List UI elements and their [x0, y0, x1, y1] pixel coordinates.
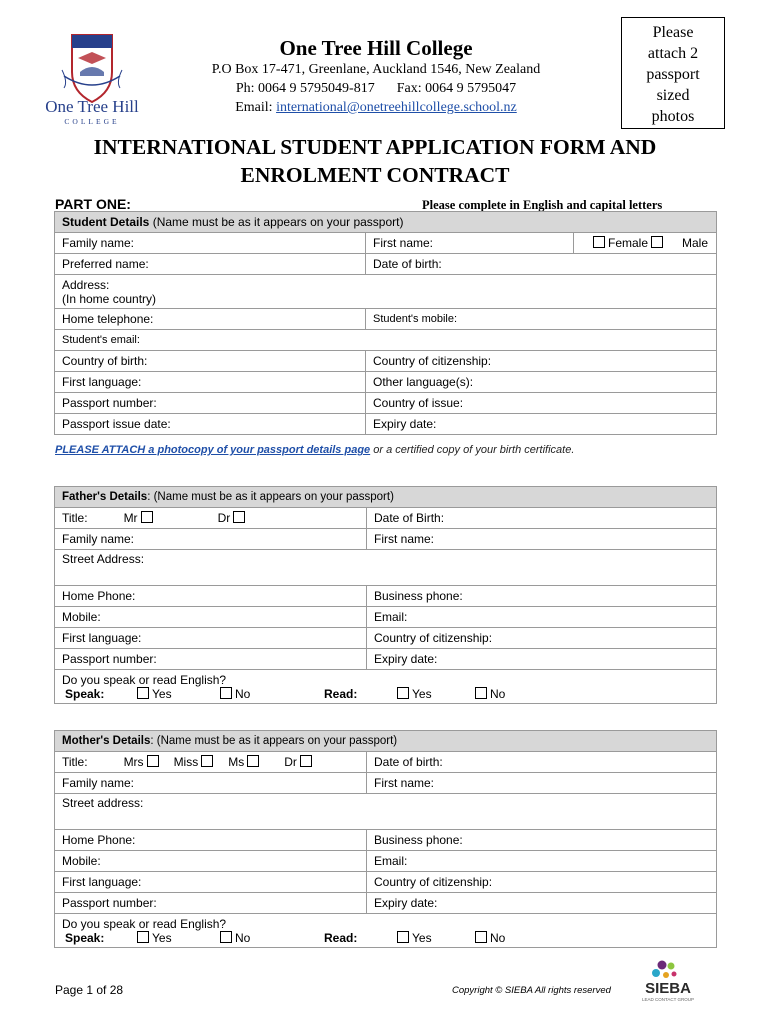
ms-label: Ms — [228, 755, 245, 769]
attach-note-rest: or a certified copy of your birth certificate. — [370, 444, 575, 456]
father-passport-number-field[interactable]: Passport number: — [55, 649, 367, 670]
mother-title-label: Title: — [62, 755, 88, 769]
mother-title-field — [55, 752, 367, 773]
photo-box — [621, 17, 725, 129]
female-label: Female — [608, 236, 649, 250]
phone-fax-line — [190, 81, 562, 97]
mother-read-no-checkbox[interactable] — [475, 931, 487, 943]
email-label: Email: — [235, 100, 277, 115]
crest-icon — [62, 35, 122, 102]
mother-read-no: No — [472, 931, 505, 945]
email-link[interactable]: international@onetreehillcollege.school.nz — [276, 100, 517, 115]
mother-expiry-date-field[interactable]: Expiry date: — [367, 893, 717, 914]
father-speak-yes-checkbox[interactable] — [137, 687, 149, 699]
father-home-phone-field[interactable]: Home Phone: — [55, 586, 367, 607]
student-details-heading: Student Details (Name must be as it appears on your passport) — [55, 212, 717, 233]
mother-first-language-field[interactable]: First language: — [55, 872, 367, 893]
attach-note-link[interactable]: PLEASE ATTACH a photocopy of your passport details page — [55, 444, 371, 456]
father-expiry-date-field[interactable]: Expiry date: — [367, 649, 717, 670]
mother-email-field[interactable]: Email: — [367, 851, 717, 872]
mother-read-yes-checkbox[interactable] — [397, 931, 409, 943]
father-english-question: Do you speak or read English? — [62, 672, 227, 687]
father-mobile-field[interactable]: Mobile: — [55, 607, 367, 628]
dob-field[interactable]: Date of birth: — [366, 254, 717, 275]
mrs-label: Mrs — [123, 755, 144, 769]
family-name-field[interactable]: Family name: — [55, 233, 366, 254]
ms-checkbox[interactable] — [247, 755, 259, 767]
father-country-citizenship-field[interactable]: Country of citizenship: — [367, 628, 717, 649]
photo-box-line: photos — [651, 108, 695, 125]
country-of-birth-field[interactable]: Country of birth: — [55, 351, 366, 372]
mother-family-name-field[interactable]: Family name: — [55, 773, 367, 794]
dr-checkbox[interactable] — [233, 511, 245, 523]
part-one-label: PART ONE: — [55, 196, 131, 212]
preferred-name-field[interactable]: Preferred name: — [55, 254, 366, 275]
passport-number-field[interactable]: Passport number: — [55, 393, 366, 414]
mother-dob-field[interactable]: Date of birth: — [367, 752, 717, 773]
country-of-issue-field[interactable]: Country of issue: — [366, 393, 717, 414]
father-dob-field[interactable]: Date of Birth: — [367, 508, 717, 529]
father-english-field — [55, 670, 717, 704]
student-mobile-field[interactable]: Student's mobile: — [366, 309, 717, 330]
mother-country-citizenship-field[interactable]: Country of citizenship: — [367, 872, 717, 893]
home-telephone-field[interactable]: Home telephone: — [55, 309, 366, 330]
father-first-language-field[interactable]: First language: — [55, 628, 367, 649]
father-title-field — [55, 508, 367, 529]
male-label: Male — [682, 236, 709, 250]
father-speak-label: Speak: — [65, 686, 105, 701]
expiry-date-field[interactable]: Expiry date: — [366, 414, 717, 435]
father-details-heading: Father's Details: (Name must be as it appears on your passport) — [55, 487, 717, 508]
father-read-label: Read: — [324, 686, 358, 701]
father-business-phone-field[interactable]: Business phone: — [367, 586, 717, 607]
mother-english-field — [55, 914, 717, 948]
phone-number: Ph: 0064 9 5795049-817 — [235, 81, 375, 96]
miss-checkbox[interactable] — [201, 755, 213, 767]
sieba-dots-icon — [652, 961, 677, 979]
sieba-subtext: LEAD CONTACT GROUP — [641, 997, 695, 1002]
mother-home-phone-field[interactable]: Home Phone: — [55, 830, 367, 851]
mother-speak-yes: Yes — [134, 931, 172, 945]
mother-dr-checkbox[interactable] — [300, 755, 312, 767]
mother-read-yes: Yes — [394, 931, 432, 945]
father-first-name-field[interactable]: First name: — [367, 529, 717, 550]
father-email-field[interactable]: Email: — [367, 607, 717, 628]
country-of-citizenship-field[interactable]: Country of citizenship: — [366, 351, 717, 372]
mother-mobile-field[interactable]: Mobile: — [55, 851, 367, 872]
father-read-no: No — [472, 687, 505, 701]
father-read-no-checkbox[interactable] — [475, 687, 487, 699]
father-speak-no-checkbox[interactable] — [220, 687, 232, 699]
mother-english-question: Do you speak or read English? — [62, 916, 227, 931]
logo-subtext: COLLEGE — [64, 117, 120, 126]
copyright-notice: Copyright © SIEBA All rights reserved — [452, 985, 611, 996]
miss-label: Miss — [173, 755, 199, 769]
mother-details-table — [54, 730, 717, 948]
mother-business-phone-field[interactable]: Business phone: — [367, 830, 717, 851]
mr-checkbox[interactable] — [141, 511, 153, 523]
mother-read-label: Read: — [324, 930, 358, 945]
photo-box-line: passport — [646, 66, 700, 83]
complete-note: Please complete in English and capital letters — [422, 198, 663, 212]
first-name-field[interactable]: First name: — [366, 233, 574, 254]
gender-field — [574, 233, 717, 254]
father-read-yes: Yes — [394, 687, 432, 701]
mr-label: Mr — [123, 511, 138, 525]
mother-street-address-field[interactable]: Street address: — [55, 794, 717, 830]
form-title-line1: INTERNATIONAL STUDENT APPLICATION FORM AND — [93, 135, 657, 159]
first-language-field[interactable]: First language: — [55, 372, 366, 393]
mother-speak-no-checkbox[interactable] — [220, 931, 232, 943]
mother-first-name-field[interactable]: First name: — [367, 773, 717, 794]
attach-note — [55, 444, 574, 456]
address-field[interactable]: Address: (In home country) — [55, 275, 717, 309]
other-languages-field[interactable]: Other language(s): — [366, 372, 717, 393]
mother-speak-no: No — [217, 931, 250, 945]
dr-label: Dr — [217, 511, 231, 525]
fax-number: Fax: 0064 9 5795047 — [396, 81, 517, 96]
mother-speak-yes-checkbox[interactable] — [137, 931, 149, 943]
sieba-wordmark: SIEBA — [645, 980, 691, 997]
mrs-checkbox[interactable] — [147, 755, 159, 767]
mother-dr-label: Dr — [284, 755, 297, 769]
father-family-name-field[interactable]: Family name: — [55, 529, 367, 550]
mother-speak-label: Speak: — [65, 930, 105, 945]
father-speak-no: No — [217, 687, 250, 701]
father-speak-yes: Yes — [134, 687, 172, 701]
father-read-yes-checkbox[interactable] — [397, 687, 409, 699]
mother-details-heading: Mother's Details: (Name must be as it appears on your passport) — [55, 731, 717, 752]
passport-issue-date-field[interactable]: Passport issue date: — [55, 414, 366, 435]
logo-text: One Tree Hill — [45, 97, 139, 116]
student-details-table — [54, 211, 717, 435]
photo-box-line: Please — [652, 24, 694, 41]
postal-address: P.O Box 17-471, Greenlane, Auckland 1546, New Zealand — [211, 62, 541, 77]
student-email-field[interactable]: Student's email: — [55, 330, 717, 351]
male-checkbox[interactable] — [651, 236, 663, 248]
form-title — [40, 133, 710, 189]
sieba-logo — [632, 958, 704, 1004]
mother-passport-number-field[interactable]: Passport number: — [55, 893, 367, 914]
father-details-table — [54, 486, 717, 704]
father-title-label: Title: — [62, 511, 88, 525]
page-number: Page 1 of 28 — [55, 983, 124, 997]
female-checkbox[interactable] — [593, 236, 605, 248]
form-title-line2: ENROLMENT CONTRACT — [240, 163, 510, 187]
father-street-address-field[interactable]: Street Address: — [55, 550, 717, 586]
photo-box-line: sized — [656, 87, 690, 104]
college-name: One Tree Hill College — [279, 36, 473, 60]
email-line — [190, 100, 562, 116]
college-logo — [38, 32, 146, 127]
photo-box-line: attach 2 — [647, 45, 699, 62]
